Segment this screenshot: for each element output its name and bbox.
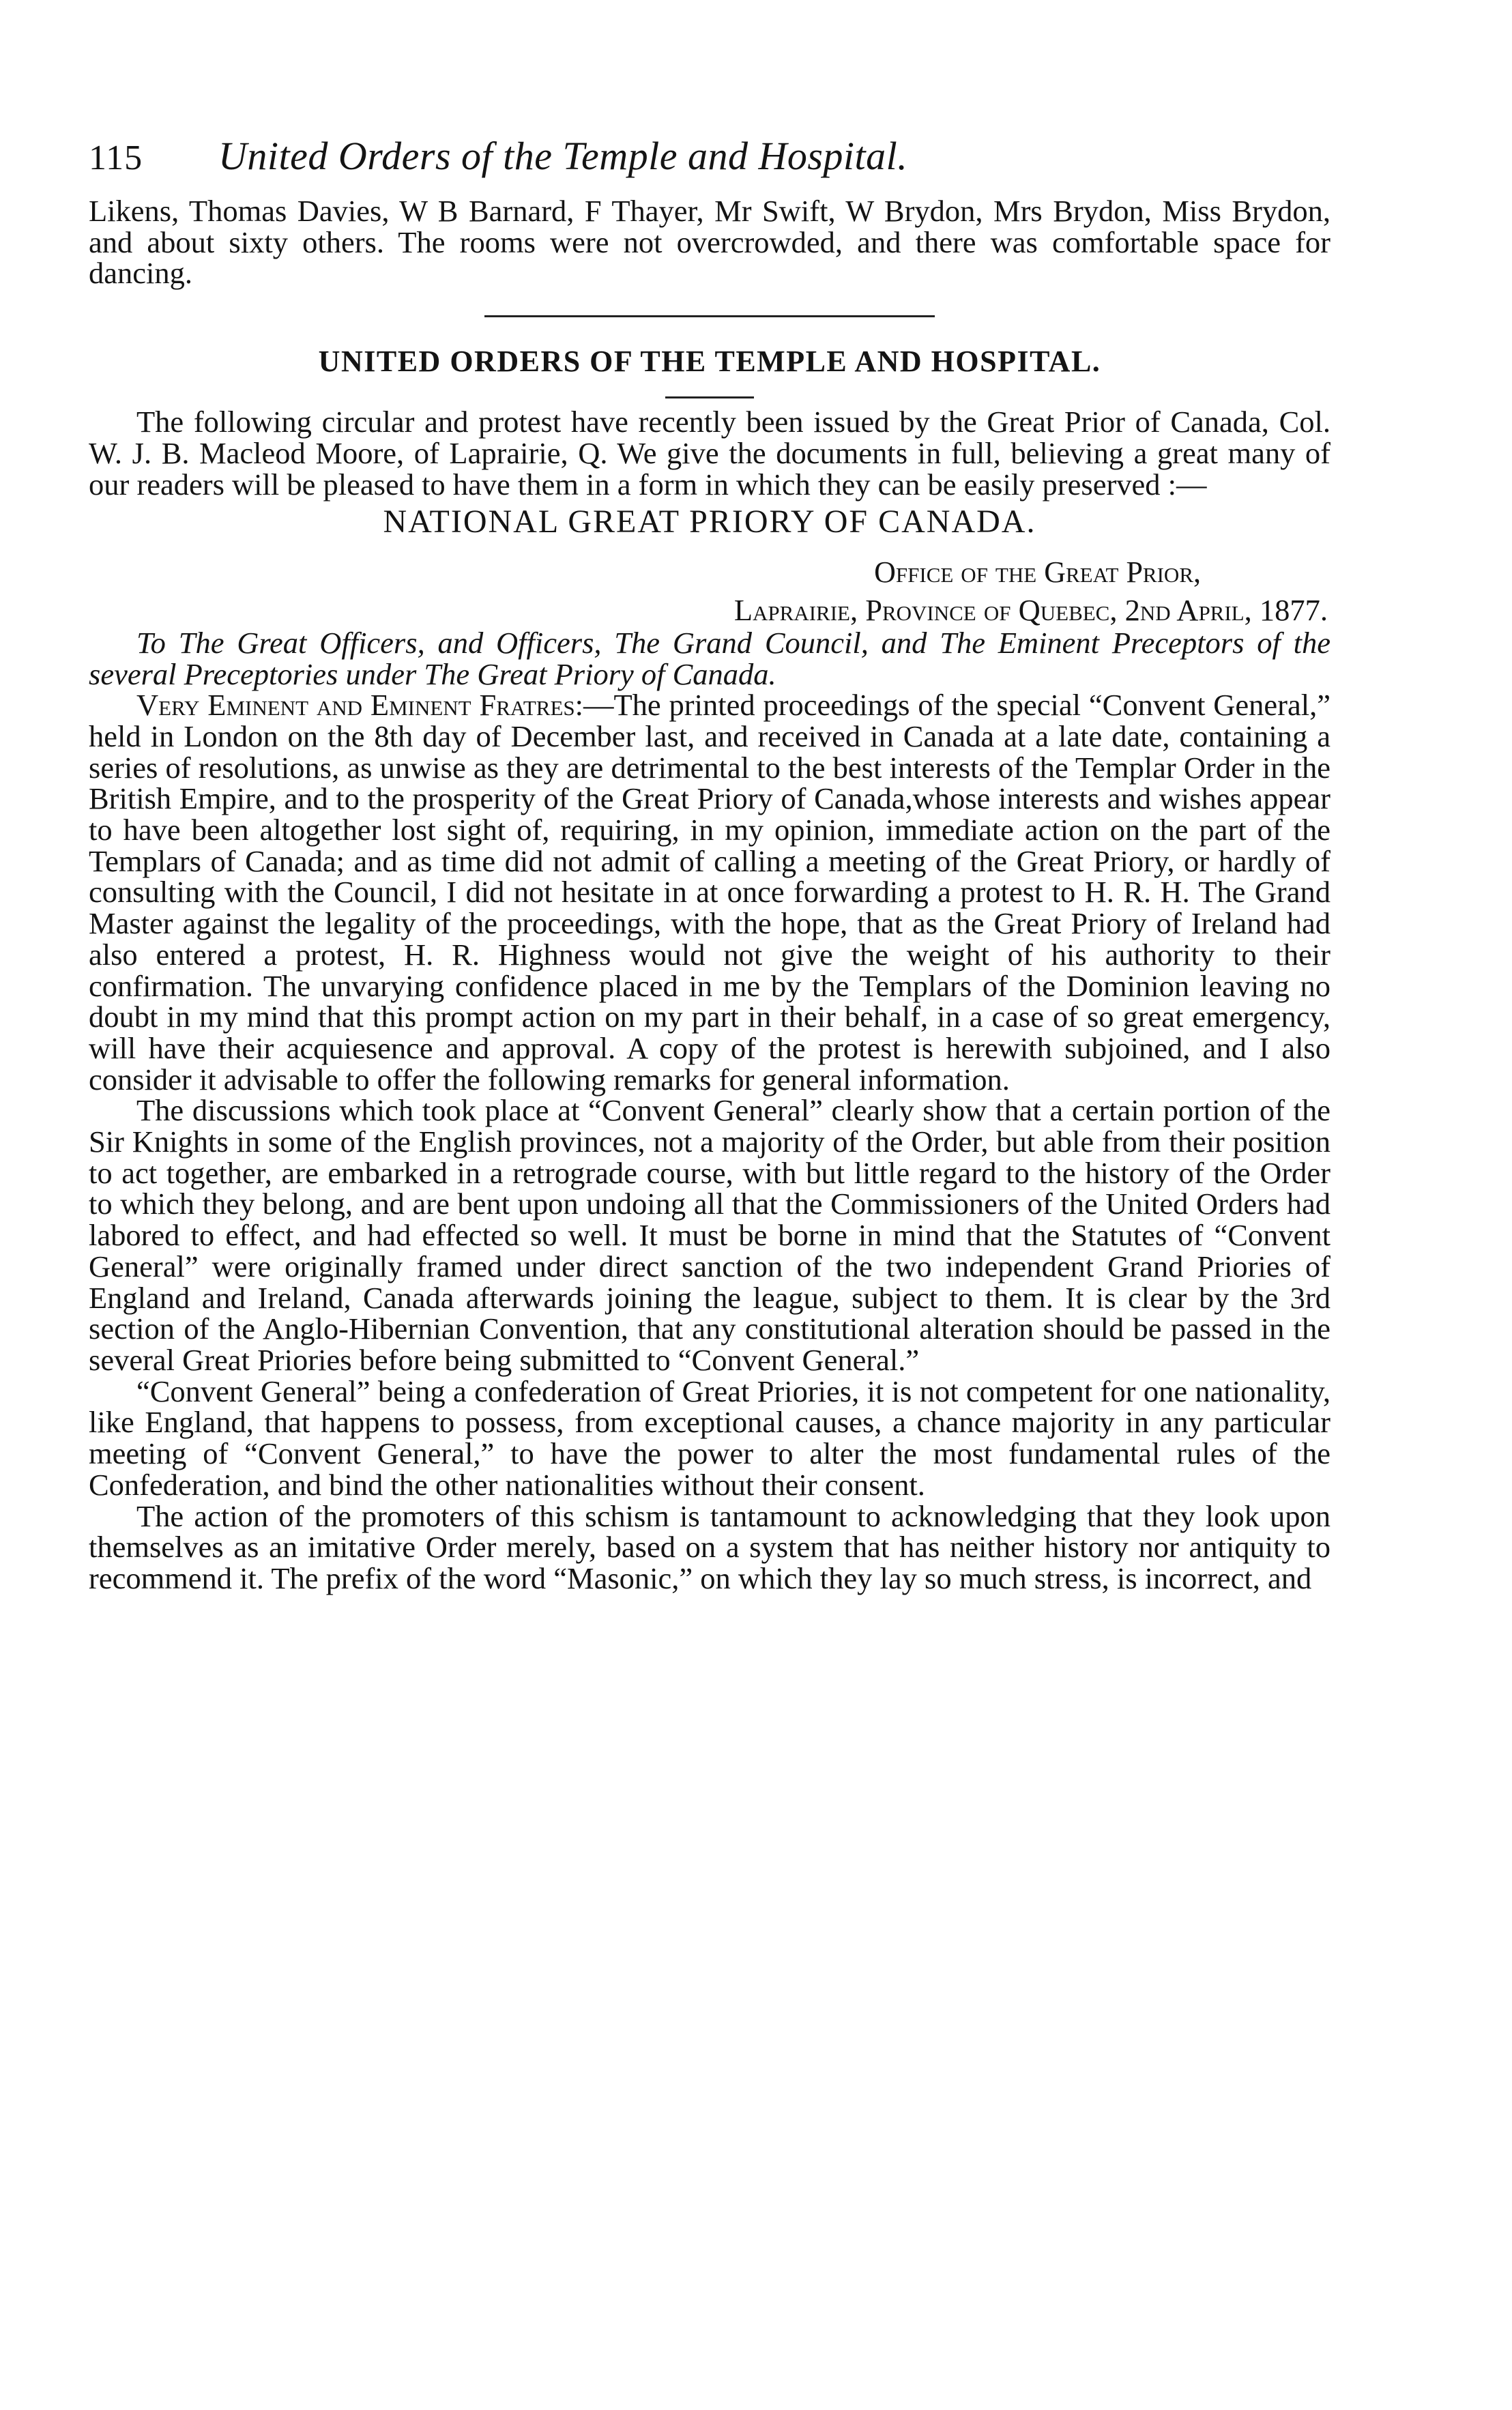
body-paragraph-4: The action of the promoters of this schism is tantamount to acknowledging that they look upon themselves as an imitative Order merely, based on a system that has neither history nor antiquity to recommend it. The prefix of the word “Masonic,” on which they lay so much stress, is incorrect, and: [89, 1498, 1331, 1595]
running-header: [89, 133, 1331, 196]
document-heading: NATIONAL GREAT PRIORY OF CANADA.: [383, 504, 1036, 540]
section-divider: [484, 315, 935, 317]
heading-ornament: [665, 396, 754, 398]
paragraph-text: —The printed proceedings of the special “Convent General,” held in London on the 8th day of December last, and received in Canada at a late date, containing a series of resolutions, as unwise as they are detrimental to the best interests of the Templar Order in the British Empire, and to the prosperity of the Great Priory of Canada,whose interests and wishes appear to have been altogether lost sight of, requiring, in my opinion, immediate action on the part of the Templars of Canada; and as time did not admit of calling a meeting of the Great Priory, or hardly of consulting with the Council, I did not hesitate in at once forwarding a protest to H. R. H. The Grand Master against the legality of the proceedings, with the hope, that as the Great Priory of Ireland had also entered a protest, H. R. Highness would not give the weight of his authority to their confirmation. The unvarying confidence placed in me by the Templars of the Dominion leaving no doubt in my mind that this prompt action on my part in their behalf, in a case of so great emergency, will have their acquiesence and approval. A copy of the protest is herewith subjoined, and I also consider it advisable to offer the following remarks for general information.: [89, 688, 1331, 1097]
place-date-line: [89, 593, 1331, 627]
body-paragraph-1: [89, 690, 1331, 1095]
document-page: [89, 133, 1331, 1595]
carryover-paragraph: Likens, Thomas Davies, W B Barnard, F Thayer, Mr Swift, W Brydon, Mrs Brydon, Miss Brydon, and about sixty others. The rooms were not overcrowded, and there was comfortable space for dancing.: [89, 194, 1331, 291]
running-title: United Orders of the Temple and Hospital.: [218, 134, 908, 178]
place-date-text: Laprairie, Province of Quebec, 2nd April, 1877.: [733, 593, 1328, 628]
intro-paragraph: The following circular and protest have recently been issued by the Great Prior of Canada, Col. W. J. B. Macleod Moore, of Laprairie, Q. We give the documents in full, believing a great many of our readers will be pleased to have them in a form in which they can be easily preserved :—: [89, 405, 1331, 502]
body-paragraph-2: The discussions which took place at “Convent General” clearly show that a certain portion of the Sir Knights in some of the English provinces, not a majority of the Order, but able from their position to act together, are embarked in a retrograde course, with but little regard to the history of the Order to which they belong, and are bent upon undoing all that the Commissioners of the United Orders had labored to effect, and had effected so well. It must be borne in mind that the Statutes of “Convent General” were originally framed under direct sanction of the two independent Grand Priories of England and Ireland, Canada afterwards joining the league, subject to them. It is clear by the 3rd section of the Anglo-Hibernian Convention, that any constitutional alteration should be passed in the several Great Priories before being submitted to “Convent General.”: [89, 1093, 1331, 1377]
body-paragraph-3: “Convent General” being a confederation of Great Priories, it is not competent for one nationality, like England, that happens to possess, from exceptional causes, a chance majority in any particular meeting of “Convent General,” to have the power to alter the most fundamental rules of the Confederation, and bind the other nationalities without their consent.: [89, 1374, 1331, 1502]
office-line: Office of the Great Prior,: [874, 555, 1201, 590]
address-line: To The Great Officers, and Officers, The Grand Council, and The Eminent Preceptors of the several Preceptories under The Great Priory of Canada.: [89, 626, 1331, 692]
salutation: Very Eminent and Eminent Fratres:: [136, 688, 583, 723]
article-heading: UNITED ORDERS OF THE TEMPLE AND HOSPITAL.: [318, 345, 1101, 379]
page-number: 115: [89, 139, 143, 177]
